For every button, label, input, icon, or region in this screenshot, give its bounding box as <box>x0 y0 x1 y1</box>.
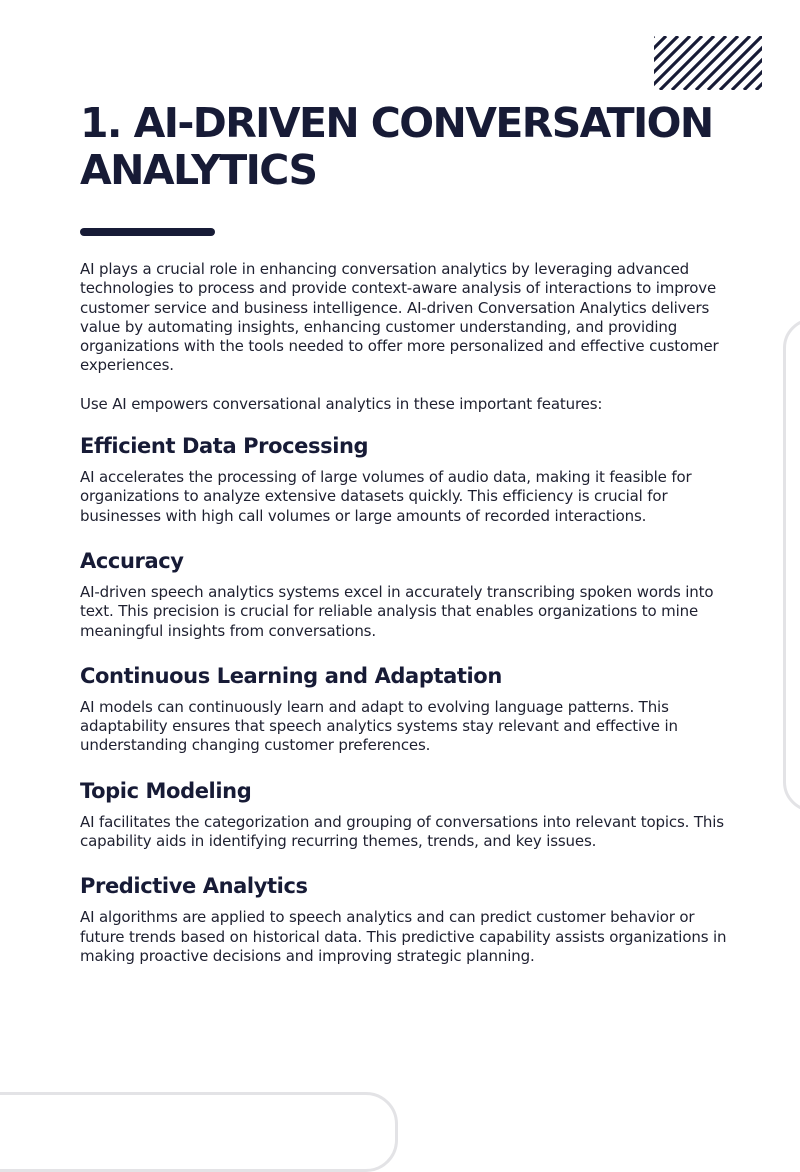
document-content <box>80 100 730 966</box>
rounded-frame-decoration-bottom <box>0 1092 398 1172</box>
intro-paragraph: AI plays a crucial role in enhancing conversation analytics by leveraging advanced technologies to process and provide context-aware analysis of interactions to improve customer service and business intelligence. AI-driven Conversation Analytics delivers value by automating insights, enhancing customer understanding, and providing organizations with the tools needed to offer more personalized and effective customer experiences. <box>80 260 719 375</box>
section-heading: Accuracy <box>80 548 184 573</box>
section-body: AI facilitates the categorization and grouping of conversations into relevant topics. This capability aids in identifying recurring themes, trends, and key issues. <box>80 812 724 851</box>
section-predictive-analytics <box>80 872 730 966</box>
section-topic-modeling <box>80 777 730 852</box>
section-body: AI accelerates the processing of large volumes of audio data, making it feasible for organizations to analyze extensive datasets quickly. This efficiency is crucial for businesses with high call volumes or large amounts of recorded interactions. <box>80 468 692 525</box>
section-heading: Predictive Analytics <box>80 874 308 899</box>
section-heading: Efficient Data Processing <box>80 434 369 459</box>
section-body: AI models can continuously learn and adapt to evolving language patterns. This adaptability ensures that speech analytics systems stay relevant and effective in understanding changing customer preferences. <box>80 697 678 755</box>
section-continuous-learning <box>80 662 730 756</box>
title-underline-bar <box>80 228 215 236</box>
section-accuracy <box>80 547 730 641</box>
page-title: 1. AI-DRIVEN CONVERSATION ANALYTICS <box>80 99 713 194</box>
features-lead-paragraph: Use AI empowers conversational analytics in these important features: <box>80 394 603 413</box>
rounded-frame-decoration-right <box>783 318 800 812</box>
section-body: AI algorithms are applied to speech analytics and can predict customer behavior or future trends based on historical data. This predictive capability assists organizations in making proactive decisions and improving strategic planning. <box>80 908 727 965</box>
section-heading: Continuous Learning and Adaptation <box>80 663 502 688</box>
diagonal-stripes-decoration <box>654 36 762 90</box>
section-efficient-data-processing <box>80 432 730 526</box>
section-body: AI-driven speech analytics systems excel in accurately transcribing spoken words into text. This precision is crucial for reliable analysis that enables organizations to mine meaningful insights from conversations. <box>80 582 714 640</box>
section-heading: Topic Modeling <box>80 778 252 803</box>
